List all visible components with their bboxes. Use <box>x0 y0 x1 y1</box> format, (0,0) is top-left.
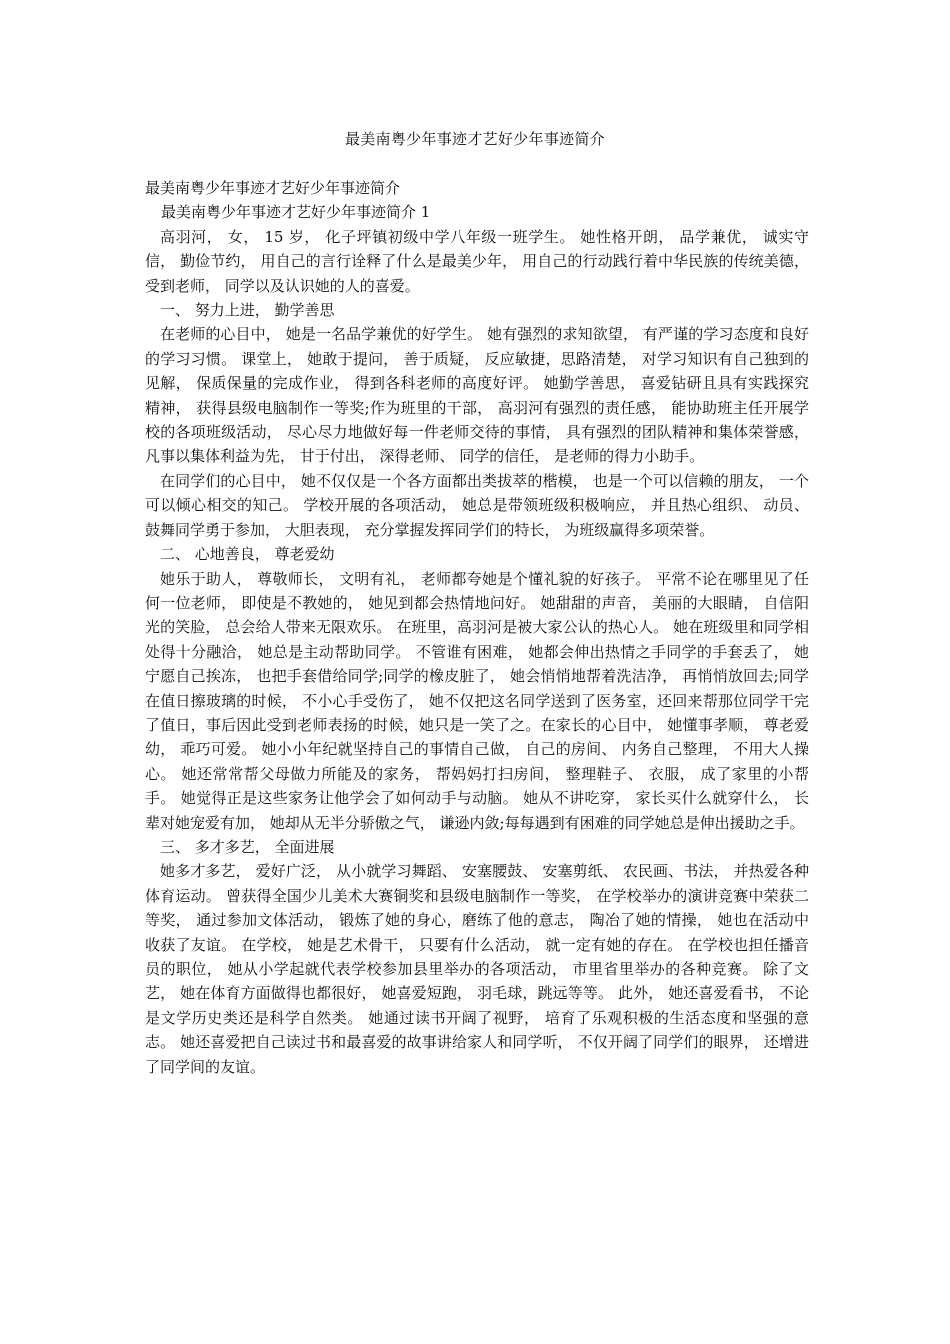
document-title: 最美南粤少年事迹才艺好少年事迹简介 <box>344 130 606 148</box>
section-1-heading: 一、 努力上进， 勤学善思 <box>160 301 335 320</box>
section-2-heading: 二、 心地善良， 尊老爱幼 <box>160 545 335 564</box>
section-1-paragraph-2: 在同学们的心目中， 她不仅仅是一个各方面都出类拔萃的楷模， 也是一个可以信赖的朋友， 一个可以倾心相交的知己。 学校开展的各项活动， 她总是带领班级积极响应， 并且热心组织、 动员、 鼓舞同学勇于参加， 大胆表现， 充分掌握发挥同学们的特长， 为班级赢得多项荣誉。 <box>145 471 809 539</box>
section-2-paragraph-1: 她乐于助人， 尊敬师长， 文明有礼， 老师都夸她是个懂礼貌的好孩子。 平常不论在哪里见了任何一位老师， 即使是不教她的， 她见到都会热情地问好。 她甜甜的声音， 美丽的大眼睛， 自信阳光的笑脸， 总会给人带来无限欢乐。 在班里，高羽河是被大家公认的热心人。 她在班级里和同学相处得十分融洽， 她总是主动帮助同学。 不管谁有困难， 她都会伸出热情之手同学的手套丢了， 她宁愿自己挨冻， 也把手套借给同学;同学的橡皮脏了， 她会悄悄地帮着洗洁净， 再悄悄放回去;同学在值日擦玻璃的时候， 不小心手受伤了， 她不仅把这名同学送到了医务室，还回来帮那位同学干完了值日，事后因此受到老师表扬的时候，她只是一笑了之。在家长的心目中， 她懂事孝顺， 尊老爱幼， 乖巧可爱。 她小小年纪就坚持自己的事情自己做， 自己的房间、 内务自己整理， 不用大人操心。 她还常常帮父母做力所能及的家务， 帮妈妈打扫房间， 整理鞋子、 衣服， 成了家里的小帮手。 她觉得正是这些家务让他学会了如何动手与动脑。 她从不讲吃穿， 家长买什么就穿什么， 长辈对她宠爱有加， 她却从无半分骄傲之气， 谦逊内敛;每每遇到有困难的同学她总是伸出援助之手。 <box>145 569 809 832</box>
intro-paragraph: 高羽河， 女， 15 岁， 化子坪镇初级中学八年级一班学生。 她性格开朗， 品学兼优， 诚实守信， 勤俭节约， 用自己的言行诠释了什么是最美少年， 用自己的行动践行着中华民族的传统美德， 受到老师， 同学以及认识她的人的喜爱。 <box>145 227 809 295</box>
section-3-paragraph-1: 她多才多艺， 爱好广泛， 从小就学习舞蹈、 安塞腰鼓、 安塞剪纸、 农民画、书法， 并热爱各种体育运动。 曾获得全国少儿美术大赛铜奖和县级电脑制作一等奖， 在学校举办的演讲竞赛中荣获二等奖， 通过参加文体活动， 锻炼了她的身心，磨练了他的意志， 陶冶了她的情操， 她也在活动中收获了友谊。 在学校， 她是艺术骨干， 只要有什么活动， 就一定有她的存在。 在学校也担任播音员的职位， 她从小学起就代表学校参加县里举办的各项活动， 市里省里举办的各种竞赛。 除了文艺， 她在体育方面做得也都很好， 她喜爱短跑， 羽毛球，跳远等等。 此外， 她还喜爱看书， 不论是文学历史类还是科学自然类。 她通过读书开阔了视野， 培育了乐观积极的生活态度和坚强的意志。 她还喜爱把自己读过书和最喜爱的故事讲给家人和同学听， 不仅开阔了同学们的眼界， 还增进了同学间的友谊。 <box>145 862 809 1076</box>
document-body <box>145 176 809 1079</box>
document-subtitle: 最美南粤少年事迹才艺好少年事迹简介 <box>145 179 401 197</box>
section-3-heading: 三、 多才多艺， 全面进展 <box>160 837 335 856</box>
document-subtitle-numbered: 最美南粤少年事迹才艺好少年事迹简介 1 <box>161 203 431 222</box>
section-1-paragraph-1: 在老师的心目中， 她是一名品学兼优的好学生。 她有强烈的求知欲望， 有严谨的学习态度和良好的学习习惯。 课堂上， 她敢于提问， 善于质疑， 反应敏捷，思路清楚， 对学习知识有自己独到的见解， 保质保量的完成作业， 得到各科老师的高度好评。 她勤学善思， 喜爱钻研且具有实践探究精神， 获得县级电脑制作一等奖;作为班里的干部， 高羽河有强烈的责任感， 能协助班主任开展学校的各项班级活动， 尽心尽力地做好每一件老师交待的事情， 具有强烈的团队精神和集体荣誉感， 凡事以集体利益为先， 甘于付出， 深得老师、 同学的信任， 是老师的得力小助手。 <box>145 325 809 466</box>
